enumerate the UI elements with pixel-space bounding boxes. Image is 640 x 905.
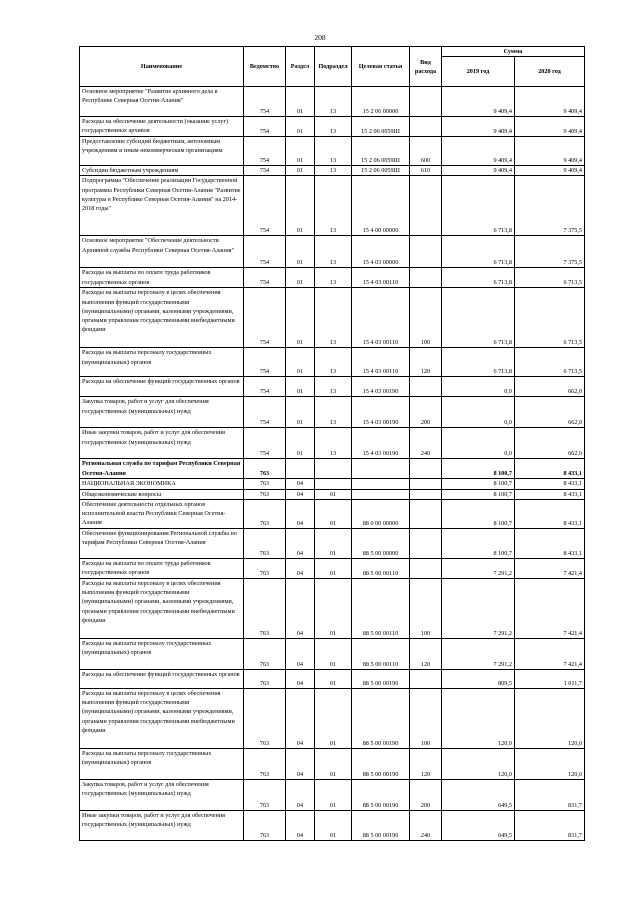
- row-sum-2019: 809,5: [442, 669, 515, 688]
- row-razdel: 04: [286, 779, 315, 810]
- table-row: [80, 117, 585, 137]
- table-row: [80, 558, 585, 578]
- row-sum-2020: 7 421,4: [515, 558, 585, 578]
- row-razdel: [286, 459, 315, 479]
- row-target-article: 15 4 00 00000: [352, 176, 410, 236]
- row-sum-2019: 9 409,4: [442, 166, 515, 176]
- row-podrazdel: 13: [315, 268, 352, 288]
- row-podrazdel: 13: [315, 236, 352, 268]
- row-sum-2020: 7 421,4: [515, 578, 585, 638]
- row-name: Закупка товаров, работ и услуг для обеспечения государственных (муниципальных) нужд: [80, 779, 244, 810]
- row-sum-2020: 9 409,4: [515, 166, 585, 176]
- row-podrazdel: [315, 459, 352, 479]
- row-podrazdel: 01: [315, 528, 352, 558]
- row-podrazdel: 01: [315, 578, 352, 638]
- row-name: Закупка товаров, работ и услуг для обеспечения государственных (муниципальных) нужд: [80, 397, 244, 428]
- table-row: [80, 377, 585, 397]
- row-sum-2020: 9 409,4: [515, 137, 585, 166]
- row-name: Расходы на выплаты по оплате труда работников государственных органов: [80, 558, 244, 578]
- row-target-article: 88 5 00 00110: [352, 638, 410, 669]
- row-target-article: 88 5 00 00190: [352, 810, 410, 840]
- row-vedomstvo: 763: [244, 459, 286, 479]
- row-sum-2019: 8 100,7: [442, 479, 515, 489]
- row-sum-2020: 1 011,7: [515, 669, 585, 688]
- row-podrazdel: 13: [315, 397, 352, 428]
- row-target-article: 15 4 03 00110: [352, 288, 410, 348]
- row-sum-2020: 6 713,5: [515, 348, 585, 377]
- row-name: Обеспечение функционирования Региональной службы по тарифам Республики Северная Осетия-Алания: [80, 528, 244, 558]
- row-expense-type: 100: [410, 288, 442, 348]
- table-row: [80, 137, 585, 166]
- row-podrazdel: 13: [315, 87, 352, 117]
- row-expense-type: [410, 489, 442, 499]
- row-target-article: [352, 489, 410, 499]
- header-expense-type: Вид расхода: [410, 47, 442, 87]
- row-vedomstvo: 763: [244, 688, 286, 748]
- row-sum-2019: 6 713,8: [442, 268, 515, 288]
- header-razdel: Раздел: [286, 47, 315, 87]
- row-vedomstvo: 754: [244, 377, 286, 397]
- row-name: Иные закупки товаров, работ и услуг для обеспечения государственных (муниципальных) нужд: [80, 810, 244, 840]
- row-name: Общеэкономические вопросы: [80, 489, 244, 499]
- row-sum-2020: 831,7: [515, 810, 585, 840]
- row-vedomstvo: 754: [244, 348, 286, 377]
- row-expense-type: 100: [410, 578, 442, 638]
- row-sum-2020: 9 409,4: [515, 87, 585, 117]
- row-expense-type: [410, 236, 442, 268]
- row-vedomstvo: 763: [244, 528, 286, 558]
- row-name: Расходы на обеспечение деятельности (оказание услуг) государственных архивов: [80, 117, 244, 137]
- row-name: Расходы на выплаты по оплате труда работников государственных органов: [80, 268, 244, 288]
- row-target-article: 15 2 06 0059Ш: [352, 137, 410, 166]
- row-target-article: 88 5 00 00110: [352, 558, 410, 578]
- row-target-article: 15 2 06 00000: [352, 87, 410, 117]
- row-vedomstvo: 754: [244, 288, 286, 348]
- table-row: [80, 669, 585, 688]
- row-name: Расходы на выплаты персоналу в целях обеспечения выполнения функций государственными (муниципальными) органами, казенными учреждениями, органами управления государственными внебюджетными фондами: [80, 578, 244, 638]
- row-name: Расходы на выплаты персоналу государственных (муниципальных) органов: [80, 748, 244, 779]
- row-razdel: 01: [286, 428, 315, 459]
- row-podrazdel: 01: [315, 748, 352, 779]
- table-row: [80, 288, 585, 348]
- row-podrazdel: 13: [315, 288, 352, 348]
- row-vedomstvo: 754: [244, 268, 286, 288]
- row-target-article: 88 0 00 00000: [352, 499, 410, 528]
- table-body: [80, 87, 585, 841]
- row-sum-2019: 9 409,4: [442, 137, 515, 166]
- page-number: 208: [314, 33, 326, 42]
- row-target-article: 15 2 06 0059Ш: [352, 117, 410, 137]
- row-name: Расходы на выплаты персоналу государственных (муниципальных) органов: [80, 638, 244, 669]
- table-row: [80, 499, 585, 528]
- row-razdel: 01: [286, 176, 315, 236]
- row-name: Иные закупки товаров, работ и услуг для обеспечения государственных (муниципальных) нужд: [80, 428, 244, 459]
- row-podrazdel: 01: [315, 669, 352, 688]
- row-sum-2020: 120,0: [515, 748, 585, 779]
- row-razdel: 04: [286, 558, 315, 578]
- header-target-article: Целевая статья: [352, 47, 410, 87]
- row-vedomstvo: 763: [244, 810, 286, 840]
- row-expense-type: 240: [410, 810, 442, 840]
- header-year-2020: 2020 год: [515, 57, 585, 87]
- row-expense-type: 600: [410, 137, 442, 166]
- row-sum-2020: 831,7: [515, 779, 585, 810]
- table-row: [80, 779, 585, 810]
- row-podrazdel: 13: [315, 117, 352, 137]
- row-razdel: 04: [286, 499, 315, 528]
- row-sum-2020: 8 433,1: [515, 459, 585, 479]
- row-sum-2019: 120,0: [442, 748, 515, 779]
- row-name: Основное мероприятие "Обеспечение деятельности Архивной службы Республики Северная Осетия-Алания": [80, 236, 244, 268]
- row-sum-2019: 8 100,7: [442, 489, 515, 499]
- row-name: Субсидии бюджетным учреждениям: [80, 166, 244, 176]
- row-vedomstvo: 763: [244, 479, 286, 489]
- row-sum-2019: 120,0: [442, 688, 515, 748]
- row-sum-2019: 7 291,2: [442, 578, 515, 638]
- row-vedomstvo: 763: [244, 558, 286, 578]
- row-razdel: 04: [286, 489, 315, 499]
- row-razdel: 04: [286, 688, 315, 748]
- row-vedomstvo: 754: [244, 176, 286, 236]
- row-sum-2020: 7 375,5: [515, 176, 585, 236]
- row-name: Основное мероприятие "Развитие архивного дела в Республике Северная Осетия-Алания": [80, 87, 244, 117]
- row-sum-2019: 6 713,8: [442, 236, 515, 268]
- row-sum-2019: 8 100,7: [442, 528, 515, 558]
- row-vedomstvo: 754: [244, 117, 286, 137]
- row-expense-type: [410, 558, 442, 578]
- row-target-article: 15 4 03 00110: [352, 268, 410, 288]
- row-razdel: 01: [286, 117, 315, 137]
- row-podrazdel: 01: [315, 688, 352, 748]
- row-vedomstvo: 754: [244, 236, 286, 268]
- row-sum-2019: 8 100,7: [442, 459, 515, 479]
- row-expense-type: [410, 268, 442, 288]
- row-razdel: 04: [286, 578, 315, 638]
- header-vedomstvo: Ведомство: [244, 47, 286, 87]
- row-razdel: 01: [286, 137, 315, 166]
- row-sum-2020: 7 421,4: [515, 638, 585, 669]
- row-razdel: 01: [286, 87, 315, 117]
- row-target-article: 88 5 00 00190: [352, 779, 410, 810]
- row-sum-2020: 8 433,1: [515, 499, 585, 528]
- row-expense-type: 120: [410, 748, 442, 779]
- row-target-article: 15 4 03 00190: [352, 377, 410, 397]
- row-target-article: [352, 459, 410, 479]
- row-razdel: 01: [286, 268, 315, 288]
- row-target-article: 15 4 03 00190: [352, 428, 410, 459]
- table-row: [80, 479, 585, 489]
- row-razdel: 04: [286, 638, 315, 669]
- row-target-article: 88 5 00 00110: [352, 578, 410, 638]
- header-sum: Сумма: [442, 47, 585, 57]
- row-podrazdel: 13: [315, 176, 352, 236]
- row-name: Предоставление субсидий бюджетным, автономным учреждениям и иным некоммерческим организациям: [80, 137, 244, 166]
- table-row: [80, 459, 585, 479]
- row-vedomstvo: 754: [244, 137, 286, 166]
- row-sum-2019: 7 291,2: [442, 558, 515, 578]
- row-target-article: 15 4 03 00110: [352, 348, 410, 377]
- row-expense-type: 610: [410, 166, 442, 176]
- row-razdel: 01: [286, 236, 315, 268]
- row-vedomstvo: 763: [244, 669, 286, 688]
- row-expense-type: [410, 459, 442, 479]
- row-sum-2020: 9 409,4: [515, 117, 585, 137]
- row-vedomstvo: 754: [244, 397, 286, 428]
- table-row: [80, 489, 585, 499]
- row-razdel: 01: [286, 166, 315, 176]
- table-row: [80, 528, 585, 558]
- header-year-2019: 2019 год: [442, 57, 515, 87]
- row-name: Расходы на выплаты персоналу в целях обеспечения выполнения функций государственными (муниципальными) органами, казенными учреждениями, органами управления государственными внебюджетными фондами: [80, 688, 244, 748]
- row-expense-type: 120: [410, 638, 442, 669]
- table-row: [80, 748, 585, 779]
- row-target-article: 88 5 00 00190: [352, 669, 410, 688]
- row-sum-2019: 6 713,8: [442, 348, 515, 377]
- row-razdel: 01: [286, 288, 315, 348]
- row-razdel: 04: [286, 810, 315, 840]
- row-target-article: 88 5 00 00190: [352, 748, 410, 779]
- row-vedomstvo: 754: [244, 166, 286, 176]
- row-sum-2019: 7 291,2: [442, 638, 515, 669]
- row-expense-type: 200: [410, 397, 442, 428]
- table-row: [80, 810, 585, 840]
- table-row: [80, 176, 585, 236]
- row-name: Подпрограмма "Обеспечение реализации Государственной программы Республики Северная Осетия-Алания "Развитие культуры в Республике Северная Осетия-Алания" на 2014-2018 годы": [80, 176, 244, 236]
- row-podrazdel: 01: [315, 489, 352, 499]
- row-sum-2019: 9 409,4: [442, 117, 515, 137]
- row-target-article: 15 2 06 0059Ш: [352, 166, 410, 176]
- row-expense-type: [410, 669, 442, 688]
- row-sum-2019: 6 713,8: [442, 288, 515, 348]
- row-target-article: 88 5 00 00190: [352, 688, 410, 748]
- table-row: [80, 87, 585, 117]
- row-sum-2019: 6 713,8: [442, 176, 515, 236]
- row-sum-2020: 6 713,5: [515, 268, 585, 288]
- table-row: [80, 428, 585, 459]
- row-expense-type: 240: [410, 428, 442, 459]
- row-vedomstvo: 754: [244, 87, 286, 117]
- budget-table: [79, 46, 585, 841]
- table-row: [80, 348, 585, 377]
- row-vedomstvo: 763: [244, 638, 286, 669]
- row-sum-2019: 649,5: [442, 779, 515, 810]
- row-sum-2020: 7 375,5: [515, 236, 585, 268]
- row-expense-type: [410, 176, 442, 236]
- row-vedomstvo: 763: [244, 499, 286, 528]
- row-podrazdel: 01: [315, 779, 352, 810]
- row-sum-2020: 662,0: [515, 377, 585, 397]
- table-row: [80, 268, 585, 288]
- row-name: Расходы на выплаты персоналу государственных (муниципальных) органов: [80, 348, 244, 377]
- table-row: [80, 236, 585, 268]
- row-sum-2020: 120,0: [515, 688, 585, 748]
- row-expense-type: [410, 117, 442, 137]
- row-expense-type: 120: [410, 348, 442, 377]
- row-podrazdel: 01: [315, 499, 352, 528]
- row-podrazdel: 01: [315, 558, 352, 578]
- row-razdel: 04: [286, 748, 315, 779]
- row-vedomstvo: 763: [244, 779, 286, 810]
- row-sum-2020: 8 433,1: [515, 489, 585, 499]
- row-target-article: [352, 479, 410, 489]
- row-sum-2020: 8 433,1: [515, 479, 585, 489]
- row-name: НАЦИОНАЛЬНАЯ ЭКОНОМИКА: [80, 479, 244, 489]
- row-expense-type: 200: [410, 779, 442, 810]
- row-name: Расходы на обеспечение функций государственных органов: [80, 669, 244, 688]
- row-sum-2020: 6 713,5: [515, 288, 585, 348]
- row-sum-2019: 8 100,7: [442, 499, 515, 528]
- row-vedomstvo: 763: [244, 489, 286, 499]
- row-podrazdel: 13: [315, 377, 352, 397]
- row-podrazdel: 13: [315, 428, 352, 459]
- table-row: [80, 397, 585, 428]
- row-name: Расходы на обеспечение функций государственных органов: [80, 377, 244, 397]
- row-expense-type: [410, 87, 442, 117]
- table-row: [80, 688, 585, 748]
- row-expense-type: [410, 377, 442, 397]
- row-sum-2020: 8 433,1: [515, 528, 585, 558]
- row-podrazdel: 13: [315, 348, 352, 377]
- row-razdel: 01: [286, 397, 315, 428]
- row-sum-2019: 649,5: [442, 810, 515, 840]
- row-razdel: 01: [286, 377, 315, 397]
- row-target-article: 15 4 03 00190: [352, 397, 410, 428]
- row-sum-2019: 0,0: [442, 377, 515, 397]
- row-target-article: 15 4 03 00000: [352, 236, 410, 268]
- row-name: Региональная служба по тарифам Республики Северная Осетия-Алания: [80, 459, 244, 479]
- row-name: Расходы на выплаты персоналу в целях обеспечения выполнения функций государственными (муниципальными) органами, казенными учреждениями, органами управления государственными внебюджетными фондами: [80, 288, 244, 348]
- row-sum-2020: 662,0: [515, 397, 585, 428]
- row-name: Обеспечение деятельности отдельных органов исполнительной власти Республики Северная Осетия-Алания: [80, 499, 244, 528]
- row-sum-2019: 9 409,4: [442, 87, 515, 117]
- row-vedomstvo: 763: [244, 748, 286, 779]
- row-podrazdel: [315, 479, 352, 489]
- row-vedomstvo: 763: [244, 578, 286, 638]
- row-sum-2019: 0,0: [442, 397, 515, 428]
- row-podrazdel: 13: [315, 137, 352, 166]
- table-row: [80, 166, 585, 176]
- header-podrazdel: Подраздел: [315, 47, 352, 87]
- row-expense-type: [410, 528, 442, 558]
- row-razdel: 01: [286, 348, 315, 377]
- row-sum-2019: 0,0: [442, 428, 515, 459]
- row-vedomstvo: 754: [244, 428, 286, 459]
- row-sum-2020: 662,0: [515, 428, 585, 459]
- row-podrazdel: 01: [315, 810, 352, 840]
- table-row: [80, 578, 585, 638]
- row-podrazdel: 01: [315, 638, 352, 669]
- header-name: Наименование: [80, 47, 244, 87]
- row-target-article: 88 5 00 00000: [352, 528, 410, 558]
- row-expense-type: [410, 499, 442, 528]
- row-podrazdel: 13: [315, 166, 352, 176]
- row-razdel: 04: [286, 669, 315, 688]
- row-razdel: 04: [286, 528, 315, 558]
- row-expense-type: 100: [410, 688, 442, 748]
- table-row: [80, 638, 585, 669]
- row-expense-type: [410, 479, 442, 489]
- row-razdel: 04: [286, 479, 315, 489]
